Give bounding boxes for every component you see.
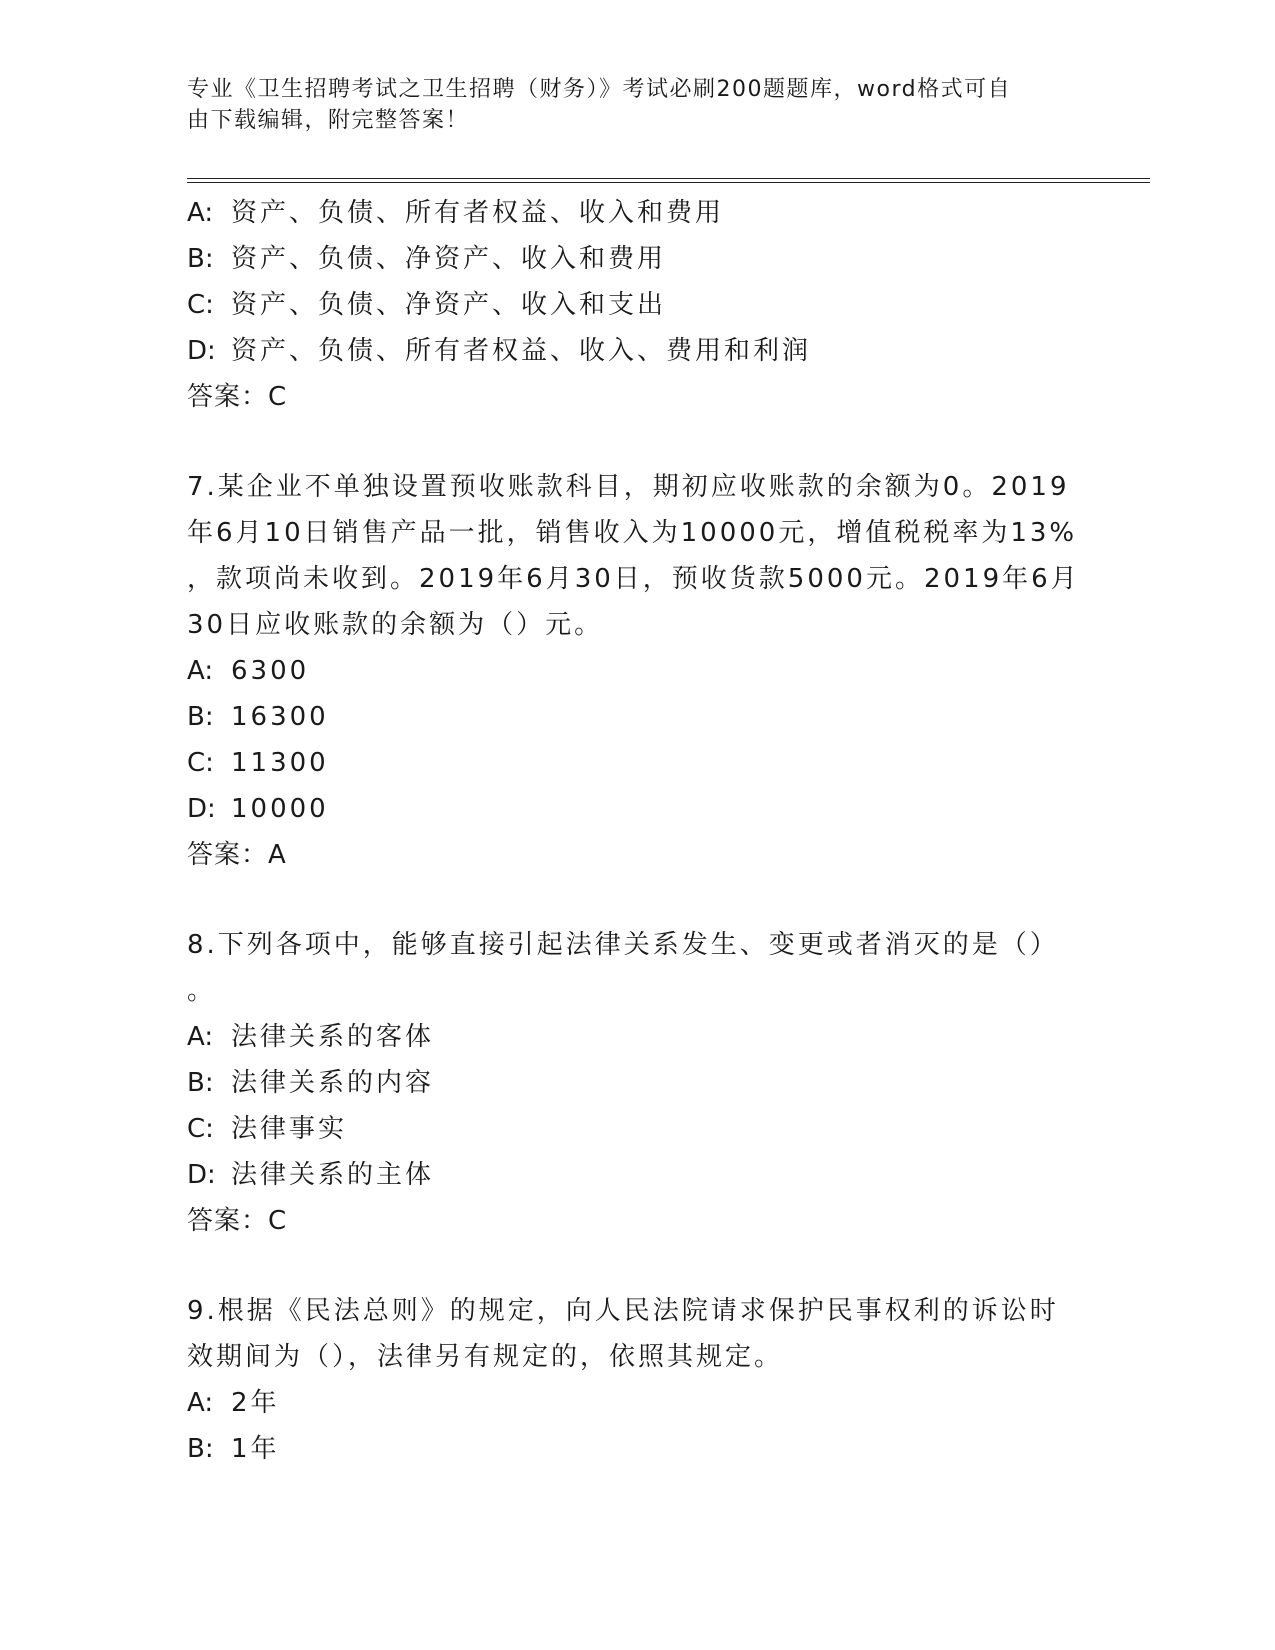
option-text: 16300	[231, 702, 329, 732]
option-c	[187, 740, 1087, 786]
option-c	[187, 282, 1087, 328]
question-stem-line: 30日应收账款的余额为（）元。	[187, 610, 604, 640]
option-label: D:	[187, 1160, 216, 1190]
option-d	[187, 1152, 1087, 1198]
option-label: B:	[187, 244, 214, 274]
question-6	[187, 190, 1087, 420]
option-a	[187, 648, 1087, 694]
option-text: 资产、负债、净资产、收入和支出	[231, 290, 667, 320]
spacer	[187, 1244, 1087, 1288]
option-label: A:	[187, 656, 214, 686]
option-b	[187, 1426, 1087, 1472]
option-c	[187, 1106, 1087, 1152]
question-stem-line: ，款项尚未收到。2019年6月30日，预收货款5000元。2019年6月	[187, 564, 1080, 594]
option-text: 2年	[231, 1388, 280, 1418]
option-a	[187, 1014, 1087, 1060]
option-label: D:	[187, 794, 216, 824]
question-9	[187, 1288, 1087, 1472]
document-header	[187, 74, 1067, 136]
option-d	[187, 328, 1087, 374]
option-text: 资产、负债、所有者权益、收入、费用和利润	[231, 336, 812, 366]
question-stem-line: 年6月10日销售产品一批，销售收入为10000元，增值税税率为13%	[187, 518, 1078, 548]
option-text: 11300	[231, 748, 329, 778]
option-text: 资产、负债、所有者权益、收入和费用	[231, 198, 725, 228]
header-line-2: 由下载编辑，附完整答案！	[187, 108, 470, 133]
question-stem-line: 8.下列各项中，能够直接引起法律关系发生、变更或者消灭的是（）	[187, 930, 1059, 960]
question-list	[187, 190, 1087, 1472]
option-a	[187, 1380, 1087, 1426]
option-b	[187, 236, 1087, 282]
header-line-1: 专业《卫生招聘考试之卫生招聘（财务）》考试必刷200题题库，word格式可自	[187, 77, 1012, 102]
answer: 答案：C	[187, 382, 288, 412]
option-a	[187, 190, 1087, 236]
question-stem-line: 效期间为（），法律另有规定的，依照其规定。	[187, 1342, 784, 1372]
option-label: B:	[187, 1434, 214, 1464]
option-text: 法律关系的内容	[231, 1068, 435, 1098]
option-label: C:	[187, 1114, 214, 1144]
option-label: C:	[187, 290, 214, 320]
question-stem-line: 。	[187, 976, 217, 1006]
option-label: A:	[187, 1022, 214, 1052]
option-text: 法律事实	[231, 1114, 348, 1144]
question-7	[187, 464, 1087, 878]
header-divider-top	[187, 178, 1150, 179]
option-label: A:	[187, 1388, 214, 1418]
option-label: C:	[187, 748, 214, 778]
option-b	[187, 1060, 1087, 1106]
option-text: 法律关系的主体	[231, 1160, 435, 1190]
option-text: 法律关系的客体	[231, 1022, 435, 1052]
spacer	[187, 878, 1087, 922]
question-stem-line: 9.根据《民法总则》的规定，向人民法院请求保护民事权利的诉讼时	[187, 1296, 1059, 1326]
option-text: 6300	[231, 656, 310, 686]
option-text: 1年	[231, 1434, 280, 1464]
answer: 答案：A	[187, 840, 287, 870]
option-d	[187, 786, 1087, 832]
answer: 答案：C	[187, 1206, 288, 1236]
header-divider-bottom	[187, 182, 1150, 183]
option-text: 资产、负债、净资产、收入和费用	[231, 244, 667, 274]
option-label: B:	[187, 702, 214, 732]
question-stem-line: 7.某企业不单独设置预收账款科目，期初应收账款的余额为0。2019	[187, 472, 1070, 502]
option-label: D:	[187, 336, 216, 366]
option-text: 10000	[231, 794, 329, 824]
option-label: B:	[187, 1068, 214, 1098]
option-b	[187, 694, 1087, 740]
question-8	[187, 922, 1087, 1244]
option-label: A:	[187, 198, 214, 228]
spacer	[187, 420, 1087, 464]
